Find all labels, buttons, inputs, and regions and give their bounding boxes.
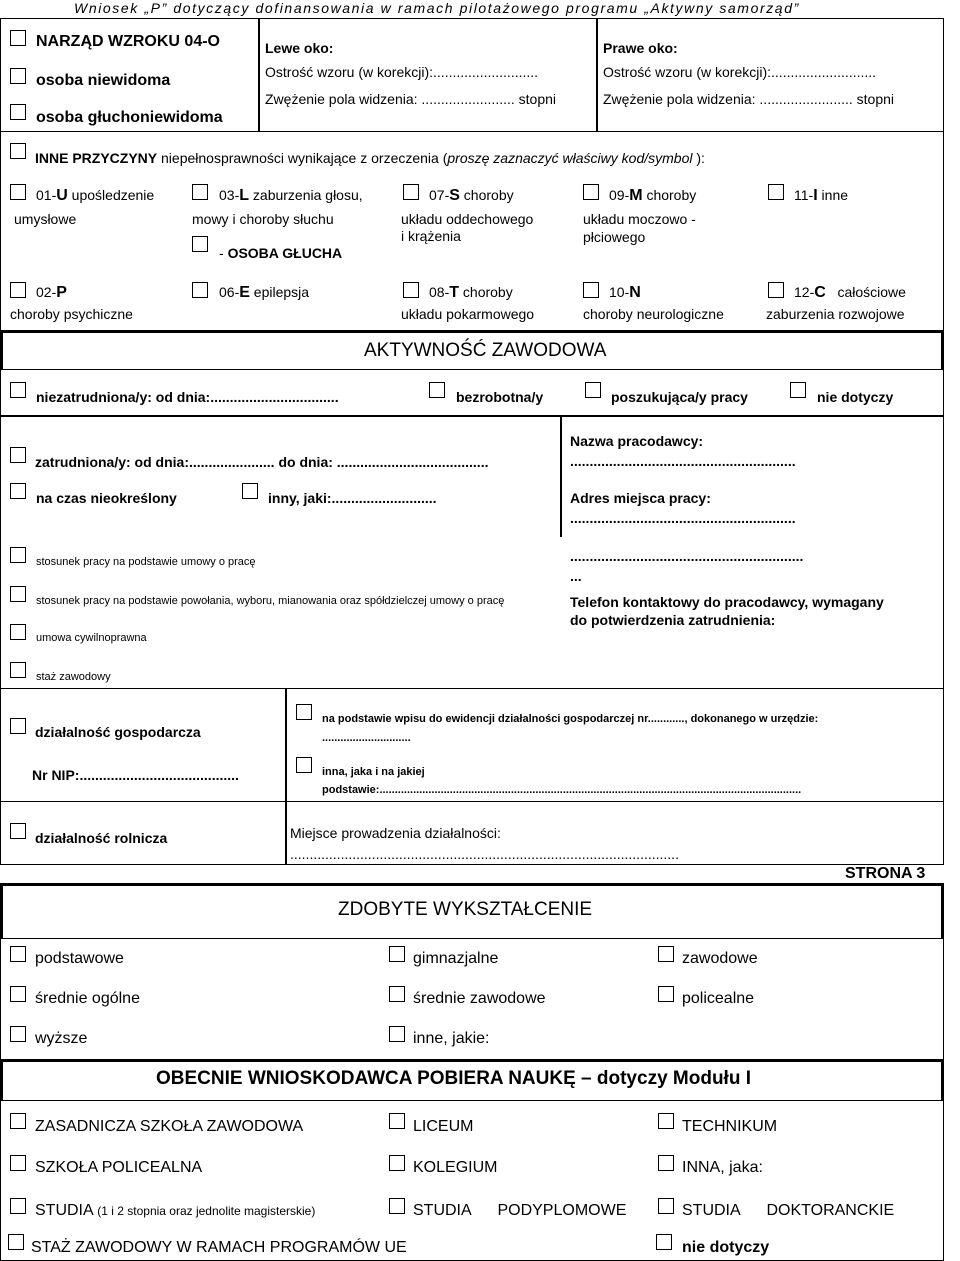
study-doctoral-checkbox[interactable] [658,1198,674,1214]
farm-label: działalność rolnicza [35,830,168,846]
other-contract-label[interactable]: inny, jaki:........................... [268,490,437,506]
code-12-label: 12-C całościowe [794,284,906,301]
phone-label-2: do potwierdzenia zatrudnienia: [570,612,776,628]
workplace-label: Adres miejsca pracy: [570,490,711,506]
indefinite-label: na czas nieokreślony [36,490,177,506]
study-title: OBECNIE WNIOSKODAWCA POBIERA NAUKĘ – dotyczy Modułu I [156,1068,752,1089]
code-06-checkbox[interactable] [192,282,208,298]
farm-checkbox[interactable] [10,823,26,839]
edu-higher-label: wyższe [35,1030,88,1047]
code-01-label: 01-U upośledzenie [36,187,155,204]
seeking-checkbox[interactable] [585,382,601,398]
employer-name-field[interactable]: .......................................................... [570,453,796,469]
study-kolegium-label: KOLEGIUM [413,1159,498,1176]
study-technikum-checkbox[interactable] [658,1113,674,1129]
right-eye-acuity[interactable]: Ostrość wzoru (w korekcji):........................... [603,64,877,80]
unemployed-checkbox[interactable] [10,382,26,398]
code-09-label: 09-M choroby [609,187,697,204]
code-12-desc: zaburzenia rozwojowe [766,306,905,322]
edu-primary-label: podstawowe [35,950,124,967]
other-contract-checkbox[interactable] [242,483,258,499]
code-11-checkbox[interactable] [768,184,784,200]
edu-gymnasium-label: gimnazjalne [413,950,499,967]
edu-secondary-label: średnie ogólne [35,990,140,1007]
business-checkbox[interactable] [10,718,26,734]
study-postgrad-label: STUDIA PODYPLOMOWE [413,1202,627,1219]
farm-place-field[interactable]: .................................................................................................... [290,846,679,862]
study-other-checkbox[interactable] [658,1155,674,1171]
code-10-label: 10-N [609,284,641,301]
farm-place-label: Miejsce prowadzenia działalności: [290,825,501,841]
study-studia-checkbox[interactable] [10,1198,26,1214]
code-10-checkbox[interactable] [583,282,599,298]
code-12-checkbox[interactable] [768,282,784,298]
edu-gymnasium-checkbox[interactable] [389,946,405,962]
left-eye-acuity[interactable]: Ostrość wzoru (w korekcji):........................... [265,64,539,80]
left-eye-title: Lewe oko: [265,40,334,56]
code-01-desc: umysłowe [14,211,77,227]
contract3-label: umowa cywilnoprawna [36,632,147,644]
edu-primary-checkbox[interactable] [10,946,26,962]
jobless-label: bezrobotna/y [456,389,544,405]
contract4-checkbox[interactable] [10,662,26,678]
right-eye-field[interactable]: Zwężenie pola widzenia: ........................ stopni [603,91,895,107]
code-02-label: 02-P [36,284,67,301]
nip-field[interactable]: Nr NIP:......................................... [32,767,239,783]
study-technikum-label: TECHNIKUM [682,1118,778,1135]
edu-higher-checkbox[interactable] [10,1026,26,1042]
edu-secondary-checkbox[interactable] [10,986,26,1002]
blind-label: osoba niewidoma [36,72,171,89]
code-02-checkbox[interactable] [10,282,26,298]
edu-vocational-checkbox[interactable] [658,946,674,962]
code-07-desc: układu oddechowego [401,211,534,227]
edu-post-secondary-checkbox[interactable] [658,986,674,1002]
workplace-field-3[interactable]: ... [570,568,582,584]
other-causes-heading: INNE PRZYCZYNY niepełnosprawności wynikające z orzeczenia (proszę zaznaczyć właściwy kod/symbol ): [35,150,705,166]
contract1-checkbox[interactable] [10,547,26,563]
work-title: AKTYWNOŚĆ ZAWODOWA [364,340,607,361]
study-doctoral-label: STUDIA DOKTORANCKIE [682,1202,895,1219]
deaf-label: - OSOBA GŁUCHA [219,245,343,261]
study-studia-label: STUDIA (1 i 2 stopnia oraz jednolite magisterskie) [35,1202,316,1219]
code-03-label: 03-L zaburzenia głosu, [219,187,363,204]
page-label: STRONA 3 [845,865,926,882]
study-zsz-checkbox[interactable] [10,1113,26,1129]
employed-checkbox[interactable] [10,447,26,463]
edu-vocational-label: zawodowe [682,950,758,967]
code-11-label: 11-I inne [794,187,849,204]
biz-reg-dots[interactable]: ............................. [322,732,411,744]
employer-name-label: Nazwa pracodawcy: [570,433,704,449]
edu-other-label[interactable]: inne, jakie: [413,1030,490,1047]
study-policealna-label: SZKOŁA POLICEALNA [35,1159,203,1176]
code-01-checkbox[interactable] [10,184,26,200]
code-09-desc2: płciowego [583,229,646,245]
seeking-label: poszukująca/y pracy [611,389,748,405]
study-kolegium-checkbox[interactable] [389,1155,405,1171]
study-postgrad-checkbox[interactable] [389,1198,405,1214]
code-09-desc: układu moczowo - [583,211,696,227]
contract1-label: stosunek pracy na podstawie umowy o pracę [36,556,256,568]
jobless-checkbox[interactable] [429,382,445,398]
code-08-desc: układu pokarmowego [401,306,535,322]
work-na-checkbox[interactable] [790,382,806,398]
work-na-label: nie dotyczy [817,389,894,405]
workplace-field[interactable]: .......................................................... [570,510,796,526]
study-other-label[interactable]: INNA, jaka: [682,1159,763,1176]
study-eu-label: STAŻ ZAWODOWY W RAMACH PROGRAMÓW UE [31,1239,407,1256]
indefinite-checkbox[interactable] [10,483,26,499]
contract2-checkbox[interactable] [10,586,26,602]
biz-other-field[interactable]: podstawie:.......................................................................................................................................... [322,784,802,796]
contract2-label: stosunek pracy na podstawie powołania, wyboru, mianowania oraz spółdzielczej umowy o pracę [36,595,505,607]
deafblind-label: osoba głuchoniewidoma [36,109,223,126]
edu-title: ZDOBYTE WYKSZTAŁCENIE [338,899,593,920]
contract3-checkbox[interactable] [10,624,26,640]
vision-aid-checkbox[interactable] [10,30,26,46]
business-label: działalność gospodarcza [35,724,201,740]
code-07-checkbox[interactable] [403,184,419,200]
study-na-label: nie dotyczy [682,1239,770,1256]
study-liceum-label: LICEUM [413,1118,474,1135]
deafblind-checkbox[interactable] [10,104,26,120]
code-07-desc2: i krążenia [401,228,461,244]
edu-post-secondary-label: policealne [682,990,755,1007]
code-03-checkbox[interactable] [192,184,208,200]
edu-sec-vocational-label: średnie zawodowe [413,990,546,1007]
contract4-label: staż zawodowy [36,671,111,683]
left-eye-field[interactable]: Zwężenie pola widzenia: ........................ stopni [265,91,557,107]
edu-other-checkbox[interactable] [389,1026,405,1042]
deaf-checkbox[interactable] [192,236,208,252]
biz-reg-label[interactable]: na podstawie wpisu do ewidencji działalności gospodarczej nr............, dokonanego w urzędzie: [322,713,819,725]
code-08-label: 08-T choroby [429,284,513,301]
study-policealna-checkbox[interactable] [10,1155,26,1171]
right-eye-title: Prawe oko: [603,40,678,56]
code-08-checkbox[interactable] [403,282,419,298]
document-header: Wniosek „P” dotyczący dofinansowania w ramach pilotażowego programu „Aktywny samorząd” [74,0,800,16]
study-na-checkbox[interactable] [656,1234,672,1250]
biz-other-checkbox[interactable] [296,757,312,773]
study-eu-checkbox[interactable] [8,1234,24,1250]
unemployed-label[interactable]: niezatrudniona/y: od dnia:................................. [36,389,339,405]
other-causes-checkbox[interactable] [10,143,26,159]
vision-aid-label: NARZĄD WZROKU 04-O [36,33,220,50]
study-zsz-label: ZASADNICZA SZKOŁA ZAWODOWA [35,1118,304,1135]
biz-other-label: inna, jaka i na jakiej [322,766,425,778]
code-10-desc: choroby neurologiczne [583,306,724,322]
code-02-desc: choroby psychiczne [10,306,133,322]
employed-label[interactable]: zatrudniona/y: od dnia:...................... do dnia: ....................................... [35,454,489,470]
code-09-checkbox[interactable] [583,184,599,200]
code-06-label: 06-E epilepsja [219,284,310,301]
blind-checkbox[interactable] [10,68,26,84]
phone-label: Telefon kontaktowy do pracodawcy, wymagany [570,594,884,610]
study-liceum-checkbox[interactable] [389,1113,405,1129]
code-03-desc: mowy i choroby słuchu [192,211,334,227]
biz-reg-checkbox[interactable] [296,704,312,720]
edu-sec-vocational-checkbox[interactable] [389,986,405,1002]
workplace-field-2[interactable]: ............................................................ [570,548,804,564]
code-07-label: 07-S choroby [429,187,514,204]
